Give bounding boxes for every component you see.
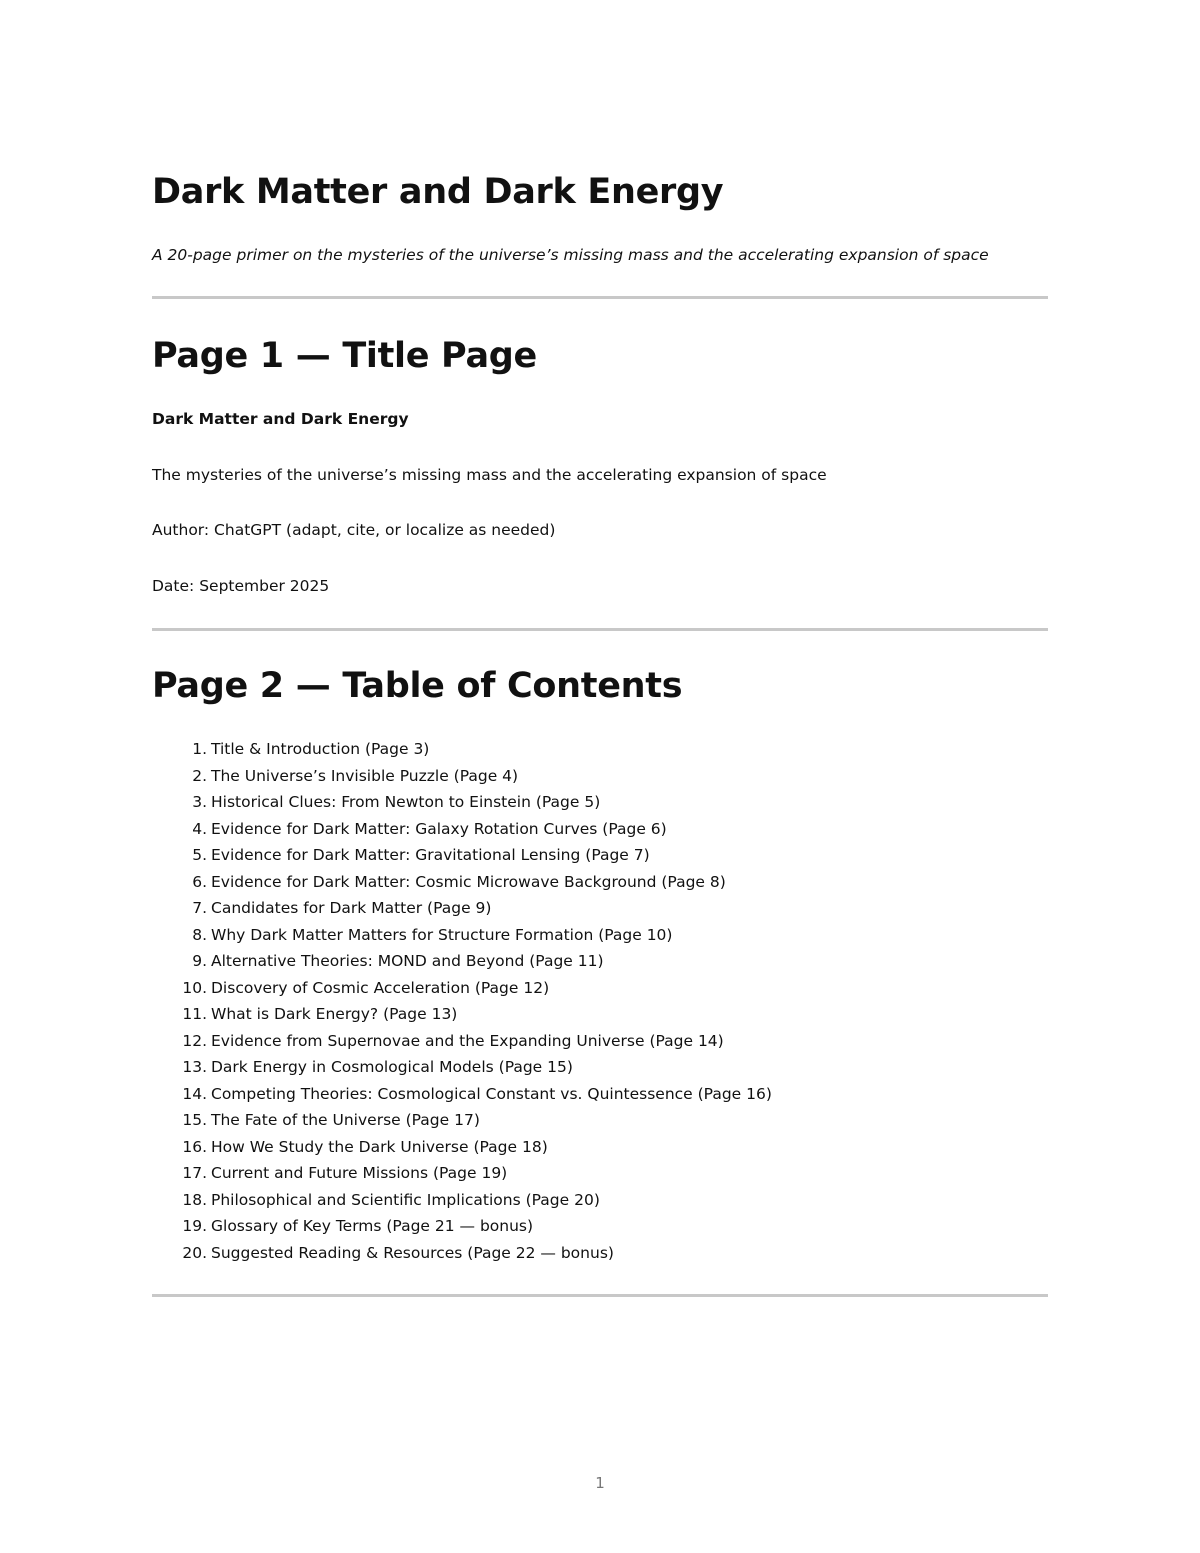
toc-item-label: How We Study the Dark Universe (Page 18) (211, 1137, 548, 1156)
toc-item (152, 1108, 1048, 1135)
document-title: Dark Matter and Dark Energy (152, 172, 724, 212)
toc-item-label: What is Dark Energy? (Page 13) (211, 1005, 458, 1024)
toc-item-number: 19. (182, 1217, 207, 1236)
toc-item-number: 14. (182, 1084, 207, 1103)
toc-item (152, 1241, 1048, 1268)
toc-item (152, 1082, 1048, 1109)
toc-item (152, 1188, 1048, 1215)
toc-item-label: Discovery of Cosmic Acceleration (Page 12) (211, 978, 550, 997)
toc-item-label: Competing Theories: Cosmological Constant vs. Quintessence (Page 16) (211, 1084, 772, 1103)
toc-item-label: Evidence for Dark Matter: Galaxy Rotation Curves (Page 6) (211, 819, 667, 838)
toc-item-number: 20. (182, 1243, 207, 1262)
toc-item (152, 923, 1048, 950)
toc-item-number: 18. (182, 1190, 207, 1209)
toc-item-label: Current and Future Missions (Page 19) (211, 1164, 508, 1183)
toc-item-number: 2. (192, 766, 207, 785)
toc-item (152, 949, 1048, 976)
toc-item-number: 7. (192, 899, 207, 918)
toc-item-number: 1. (192, 740, 207, 758)
toc-item-label: Dark Energy in Cosmological Models (Page 15) (211, 1058, 573, 1077)
toc-item (152, 817, 1048, 844)
toc-item-number: 16. (182, 1137, 207, 1156)
toc-item-label: Candidates for Dark Matter (Page 9) (211, 899, 492, 918)
toc-item-label: The Fate of the Universe (Page 17) (211, 1111, 480, 1130)
title-page-bold-title: Dark Matter and Dark Energy (152, 410, 409, 428)
page-number: 1 (595, 1474, 605, 1492)
toc-item-label: Historical Clues: From Newton to Einstein (Page 5) (211, 793, 601, 812)
toc-item-number: 9. (192, 952, 207, 971)
toc-item (152, 1135, 1048, 1162)
toc-item-number: 11. (182, 1005, 207, 1024)
toc-item-number: 15. (182, 1111, 207, 1130)
toc-item (152, 896, 1048, 923)
section-heading-title-page: Page 1 — Title Page (152, 336, 537, 376)
toc-item-label: Suggested Reading & Resources (Page 22 — bonus) (211, 1243, 614, 1262)
section-heading-table-of-contents: Page 2 — Table of Contents (152, 666, 683, 706)
toc-item-label: Evidence for Dark Matter: Cosmic Microwave Background (Page 8) (211, 872, 726, 891)
title-page-tagline: The mysteries of the universe’s missing mass and the accelerating expansion of space (152, 466, 827, 484)
toc-item-label: Why Dark Matter Matters for Structure Formation (Page 10) (211, 925, 673, 944)
toc-item-label: Evidence for Dark Matter: Gravitational Lensing (Page 7) (211, 846, 650, 865)
toc-item-number: 10. (182, 978, 207, 997)
toc-item-label: Philosophical and Scientific Implications (Page 20) (211, 1190, 600, 1209)
divider (152, 296, 1048, 299)
title-page-author: Author: ChatGPT (adapt, cite, or localize as needed) (152, 521, 556, 539)
toc-item-label: The Universe’s Invisible Puzzle (Page 4) (211, 766, 519, 785)
toc-item-label: Glossary of Key Terms (Page 21 — bonus) (211, 1217, 534, 1236)
toc-item-label: Evidence from Supernovae and the Expanding Universe (Page 14) (211, 1031, 724, 1050)
toc-item-label: Title & Introduction (Page 3) (211, 740, 430, 758)
table-of-contents-list (152, 737, 1048, 1267)
toc-item (152, 790, 1048, 817)
toc-item-label: Alternative Theories: MOND and Beyond (Page 11) (211, 952, 604, 971)
toc-item (152, 764, 1048, 791)
divider (152, 628, 1048, 631)
toc-item (152, 870, 1048, 897)
toc-item (152, 1161, 1048, 1188)
toc-item-number: 12. (182, 1031, 207, 1050)
toc-item (152, 737, 1048, 764)
title-page-date: Date: September 2025 (152, 577, 330, 595)
toc-item-number: 5. (192, 846, 207, 865)
toc-item-number: 6. (192, 872, 207, 891)
toc-item (152, 1029, 1048, 1056)
toc-item (152, 1214, 1048, 1241)
toc-item-number: 8. (192, 925, 207, 944)
toc-item (152, 976, 1048, 1003)
toc-item (152, 843, 1048, 870)
document-subtitle: A 20-page primer on the mysteries of the universe’s missing mass and the accelerating expansion of space (152, 246, 989, 264)
toc-item-number: 4. (192, 819, 207, 838)
toc-item (152, 1055, 1048, 1082)
toc-item-number: 17. (182, 1164, 207, 1183)
divider (152, 1294, 1048, 1297)
toc-item-number: 3. (192, 793, 207, 812)
toc-item-number: 13. (182, 1058, 207, 1077)
toc-item (152, 1002, 1048, 1029)
